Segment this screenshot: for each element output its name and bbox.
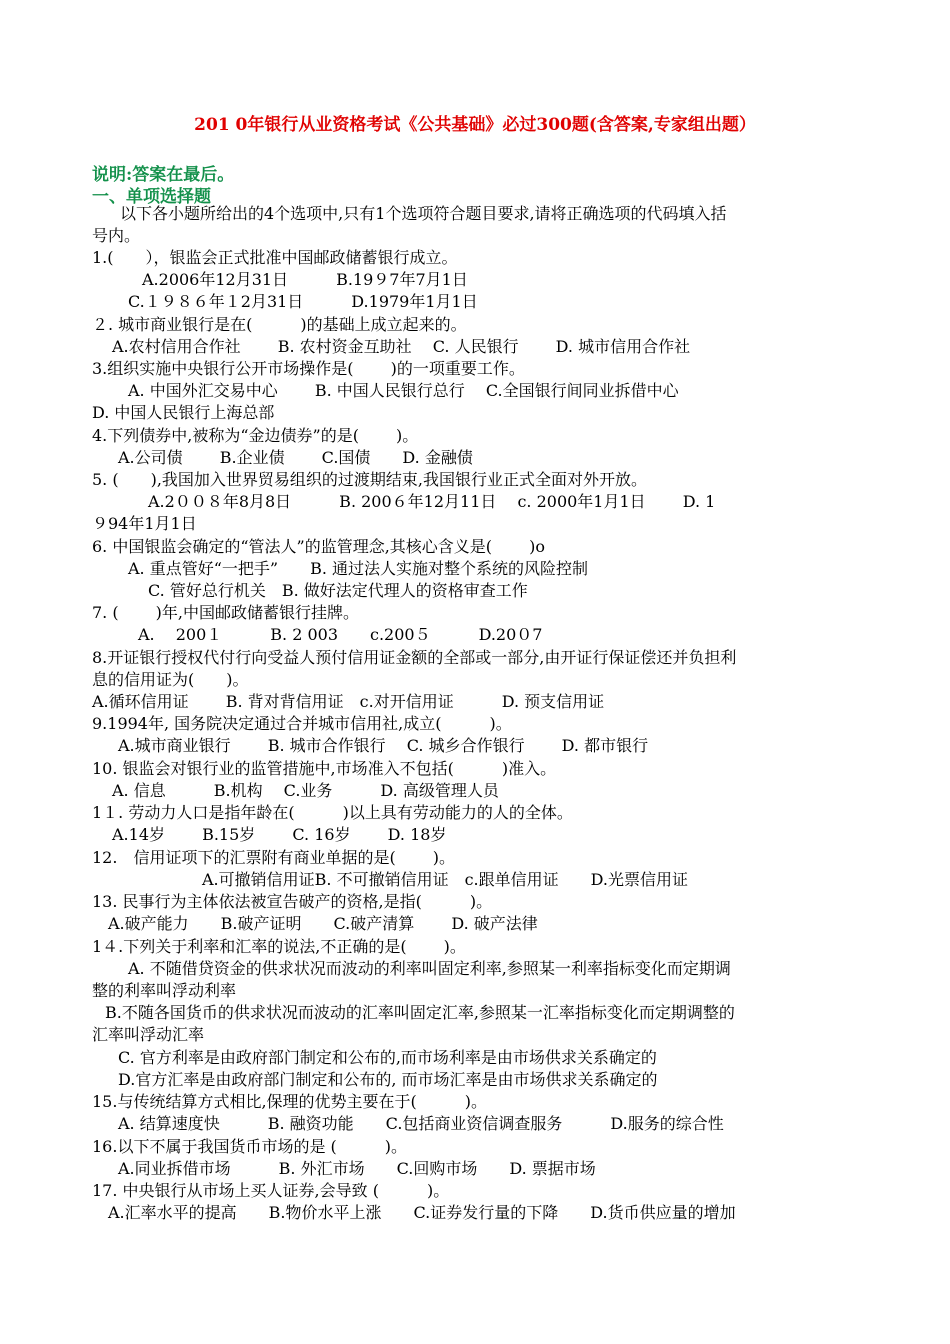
question-11-options: A.14岁 B.15岁 C. 16岁 D. 18岁 [112, 825, 447, 844]
question-5-options: A.2００８年8月8日 B. 200６年12月11日 c. 2000年1月1日 D. 1 [148, 492, 716, 511]
question-17-options: A.汇率水平的提高 B.物价水平上涨 C.证券发行量的下降 D.货币供应量的增加 [108, 1203, 736, 1222]
instruction-line-1: 以下各小题所给出的4个选项中,只有1个选项符合题目要求,请将正确选项的代码填入括 [120, 204, 727, 223]
instruction-line-2: 号内。 [92, 226, 141, 245]
question-15: 15.与传统结算方式相比,保理的优势主要在于( )。 [92, 1092, 488, 1111]
question-12-options: A.可撤销信用证B. 不可撤销信用证 c.跟单信用证 D.光票信用证 [202, 870, 688, 889]
question-2: ２. 城市商业银行是在( )的基础上成立起来的。 [92, 315, 467, 334]
question-16: 16.以下不属于我国货币市场的是 ( )。 [92, 1137, 408, 1156]
question-1-options-a-b: A.2006年12月31日 B.19９7年7月1日 [142, 270, 468, 289]
question-13: 13. 民事行为主体依法被宣告破产的资格,是指( )。 [92, 892, 493, 911]
question-12: 12. 信用证项下的汇票附有商业单据的是( )。 [92, 848, 456, 867]
question-5: 5. ( ),我国加入世界贸易组织的过渡期结束,我国银行业正式全面对外开放。 [92, 470, 648, 489]
question-6: 6. 中国银监会确定的“管法人”的监管理念,其核心含义是( )o [92, 537, 546, 556]
question-14-option-b: B.不随各国货币的供求状况而波动的汇率叫固定汇率,参照某一汇率指标变化而定期调整的 [105, 1003, 735, 1022]
question-9-options: A.城市商业银行 B. 城市合作银行 C. 城乡合作银行 D. 都市银行 [118, 736, 649, 755]
question-14-option-b-cont: 汇率叫浮动汇率 [92, 1025, 205, 1044]
question-3-option-d: D. 中国人民银行上海总部 [92, 403, 275, 422]
question-8-options: A.循环信用证 B. 背对背信用证 c.对开信用证 D. 预支信用证 [92, 692, 605, 711]
question-4: 4.下列债券中,被称为“金边债券”的是( )。 [92, 426, 419, 445]
question-8: 8.开证银行授权代付行向受益人预付信用证金额的全部或一部分,由开证行保证偿还并负担利 [92, 648, 737, 667]
question-14-option-c: C. 官方利率是由政府部门制定和公布的,而市场利率是由市场供求关系确定的 [118, 1048, 657, 1067]
question-5-options-cont: ９94年1月1日 [92, 514, 197, 533]
question-13-options: A.破产能力 B.破产证明 C.破产清算 D. 破产法律 [108, 914, 538, 933]
question-6-options-c-d: C. 管好总行机关 B. 做好法定代理人的资格审查工作 [148, 581, 528, 600]
question-8-cont: 息的信用证为( )。 [92, 670, 249, 689]
question-11: 1１. 劳动力人口是指年龄在( )以上具有劳动能力的人的全体。 [92, 803, 573, 822]
question-10-options: A. 信息 B.机构 C.业务 D. 高级管理人员 [112, 781, 499, 800]
question-2-options: A.农村信用合作社 B. 农村资金互助社 C. 人民银行 D. 城市信用合作社 [112, 337, 691, 356]
page-title: 201 0年银行从业资格考试《公共基础》必过300题(含答案,专家组出题） [194, 115, 756, 135]
answer-note: 说明:答案在最后。 [92, 165, 235, 185]
question-7-options: A. 200１ B. 2 003 c.200５ D.20０7 [138, 625, 543, 644]
question-14: 1４.下列关于利率和汇率的说法,不正确的是( )。 [92, 937, 466, 956]
question-6-options-a-b: A. 重点管好“一把手” B. 通过法人实施对整个系统的风险控制 [128, 559, 589, 578]
question-14-option-d: D.官方汇率是由政府部门制定和公布的, 而市场汇率是由市场供求关系确定的 [118, 1070, 658, 1089]
question-7: 7. ( )年,中国邮政储蓄银行挂牌。 [92, 603, 360, 622]
question-10: 10. 银监会对银行业的监管措施中,市场准入不包括( )准入。 [92, 759, 557, 778]
question-16-options: A.同业拆借市场 B. 外汇市场 C.回购市场 D. 票据市场 [118, 1159, 596, 1178]
question-3-options-a-c: A. 中国外汇交易中心 B. 中国人民银行总行 C.全国银行间同业拆借中心 [128, 381, 679, 400]
question-4-options: A.公司债 B.企业债 C.国债 D. 金融债 [118, 448, 473, 467]
question-9: 9.1994年, 国务院决定通过合并城市信用社,成立( )。 [92, 714, 512, 733]
question-17: 17. 中央银行从市场上买人证券,会导致 ( )。 [92, 1181, 450, 1200]
section-heading: 一、单项选择题 [92, 187, 211, 207]
question-14-option-a: A. 不随借贷资金的供求状况而波动的利率叫固定利率,参照某一利率指标变化而定期调 [128, 959, 731, 978]
question-1: 1.( ），银监会正式批准中国邮政储蓄银行成立。 [92, 248, 458, 267]
question-14-option-a-cont: 整的利率叫浮动利率 [92, 981, 237, 1000]
question-15-options: A. 结算速度快 B. 融资功能 C.包括商业资信调查服务 D.服务的综合性 [118, 1114, 724, 1133]
question-3: 3.组织实施中央银行公开市场操作是( )的一项重要工作。 [92, 359, 525, 378]
question-1-options-c-d: C.１９８６年１2月31日 D.1979年1月1日 [128, 292, 478, 311]
